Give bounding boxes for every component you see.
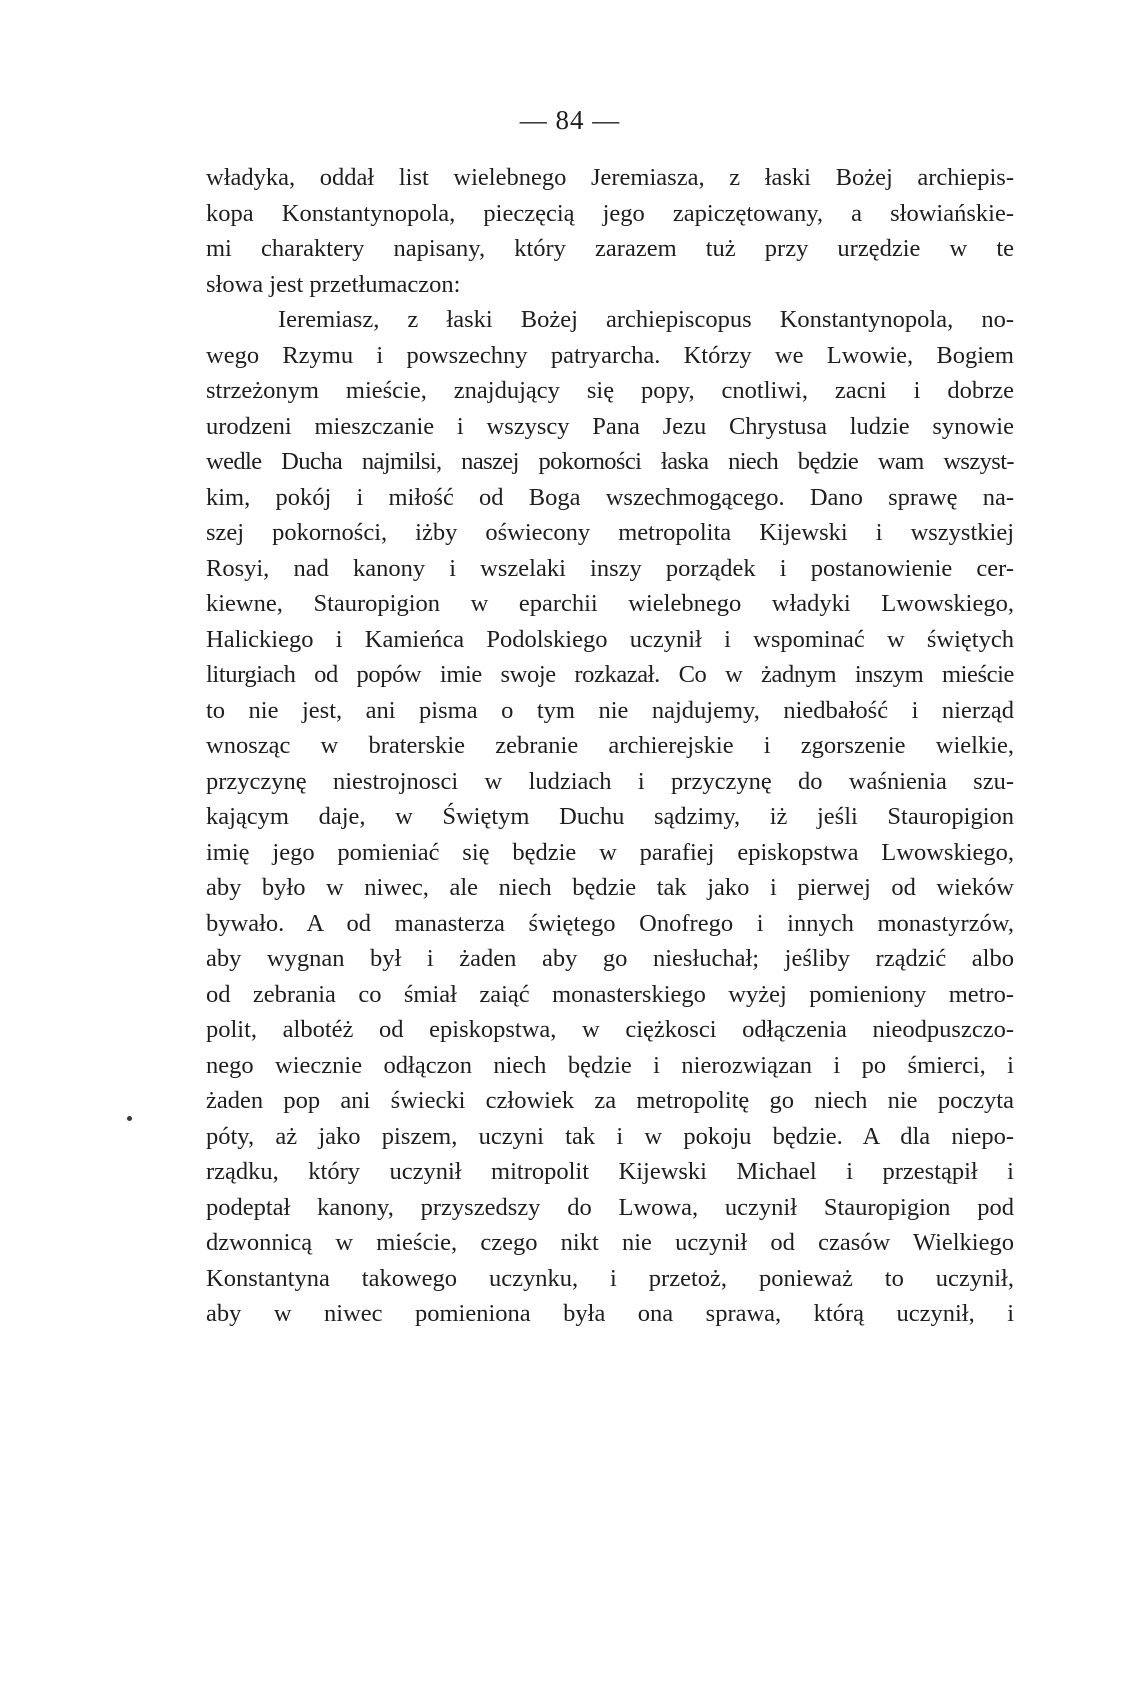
text-line: kiewne, Stauropigion w eparchii wielebnego władyki Lwowskiego, xyxy=(206,590,1014,617)
text-line: aby wygnan był i żaden aby go niesłuchał; jeśliby rządzić albo xyxy=(206,945,1014,972)
text-line: od zebrania co śmiał zaiąć monasterskiego wyżej pomieniony metro- xyxy=(206,980,1014,1008)
text-line: kopa Konstantynopola, pieczęcią jego zapiczętowany, a słowiańskie- xyxy=(206,199,1014,227)
text-line: wedle Ducha najmilsi, naszej pokorności łaska niech będzie wam wszyst- xyxy=(206,448,1014,475)
text-line: kim, pokój i miłość od Boga wszechmogącego. Dano sprawę na- xyxy=(206,483,1014,511)
margin-speck xyxy=(127,1116,132,1121)
text-line: Konstantyna takowego uczynku, i przetoż, ponieważ to uczynił, xyxy=(206,1264,1014,1292)
text-line: wego Rzymu i powszechny patryarcha. Którzy we Lwowie, Bogiem xyxy=(206,341,1014,369)
text-line: Ieremiasz, z łaski Bożej archiepiscopus Konstantynopola, no- xyxy=(278,306,1014,333)
text-line: wnosząc w braterskie zebranie archierejskie i zgorszenie wielkie, xyxy=(206,732,1014,759)
text-line: kającym daje, w Świętym Duchu sądzimy, iż jeśli Stauropigion xyxy=(206,803,1014,830)
text-line: liturgiach od popów imie swoje rozkazał. Co w żadnym inszym mieście xyxy=(206,661,1014,688)
text-line: władyka, oddał list wielebnego Jeremiasza, z łaski Bożej archiepis- xyxy=(206,164,1014,191)
text-line: póty, aż jako piszem, uczyni tak i w pokoju będzie. A dla niepo- xyxy=(206,1122,1014,1150)
text-line: aby w niwec pomieniona była ona sprawa, którą uczynił, i xyxy=(206,1300,1014,1327)
text-line: przyczynę niestrojnosci w ludziach i przyczynę do waśnienia szu- xyxy=(206,767,1014,795)
text-line: imię jego pomieniać się będzie w parafiej episkopstwa Lwowskiego, xyxy=(206,838,1014,866)
text-line: szej pokorności, iżby oświecony metropolita Kijewski i wszystkiej xyxy=(206,519,1014,546)
text-line: podeptał kanony, przyszedszy do Lwowa, uczynił Stauropigion pod xyxy=(206,1193,1014,1221)
text-line: żaden pop ani świecki człowiek za metropolitę go niech nie poczyta xyxy=(206,1087,1014,1114)
text-line: nego wiecznie odłączon niech będzie i nierozwiązan i po śmierci, i xyxy=(206,1051,1014,1079)
text-line: Halickiego i Kamieńca Podolskiego uczynił i wspominać w świętych xyxy=(206,625,1014,653)
text-line: mi charaktery napisany, który zarazem tuż przy urzędzie w te xyxy=(206,235,1014,262)
page-number: — 84 — xyxy=(519,105,621,135)
text-line: bywało. A od manasterza świętego Onofrego i innych monastyrzów, xyxy=(206,909,1014,937)
text-line: Rosyi, nad kanony i wszelaki inszy porządek i postanowienie cer- xyxy=(206,554,1014,582)
text-line: urodzeni mieszczanie i wszyscy Pana Jezu Chrystusa ludzie synowie xyxy=(206,412,1014,440)
text-line: dzwonnicą w mieście, czego nikt nie uczynił od czasów Wielkiego xyxy=(206,1229,1014,1256)
body-text xyxy=(206,160,1014,1332)
text-line: to nie jest, ani pisma o tym nie najdujemy, niedbałość i nierząd xyxy=(206,696,1014,724)
text-line: słowa jest przetłumaczon: xyxy=(206,270,461,298)
text-line: rządku, który uczynił mitropolit Kijewski Michael i przestąpił i xyxy=(206,1158,1014,1185)
text-line: polit, albotéż od episkopstwa, w ciężkosci odłączenia nieodpuszczo- xyxy=(206,1016,1014,1043)
text-line: aby było w niwec, ale niech będzie tak jako i pierwej od wieków xyxy=(206,874,1014,901)
text-line: strzeżonym mieście, znajdujący się popy, cnotliwi, zacni i dobrze xyxy=(206,377,1014,404)
